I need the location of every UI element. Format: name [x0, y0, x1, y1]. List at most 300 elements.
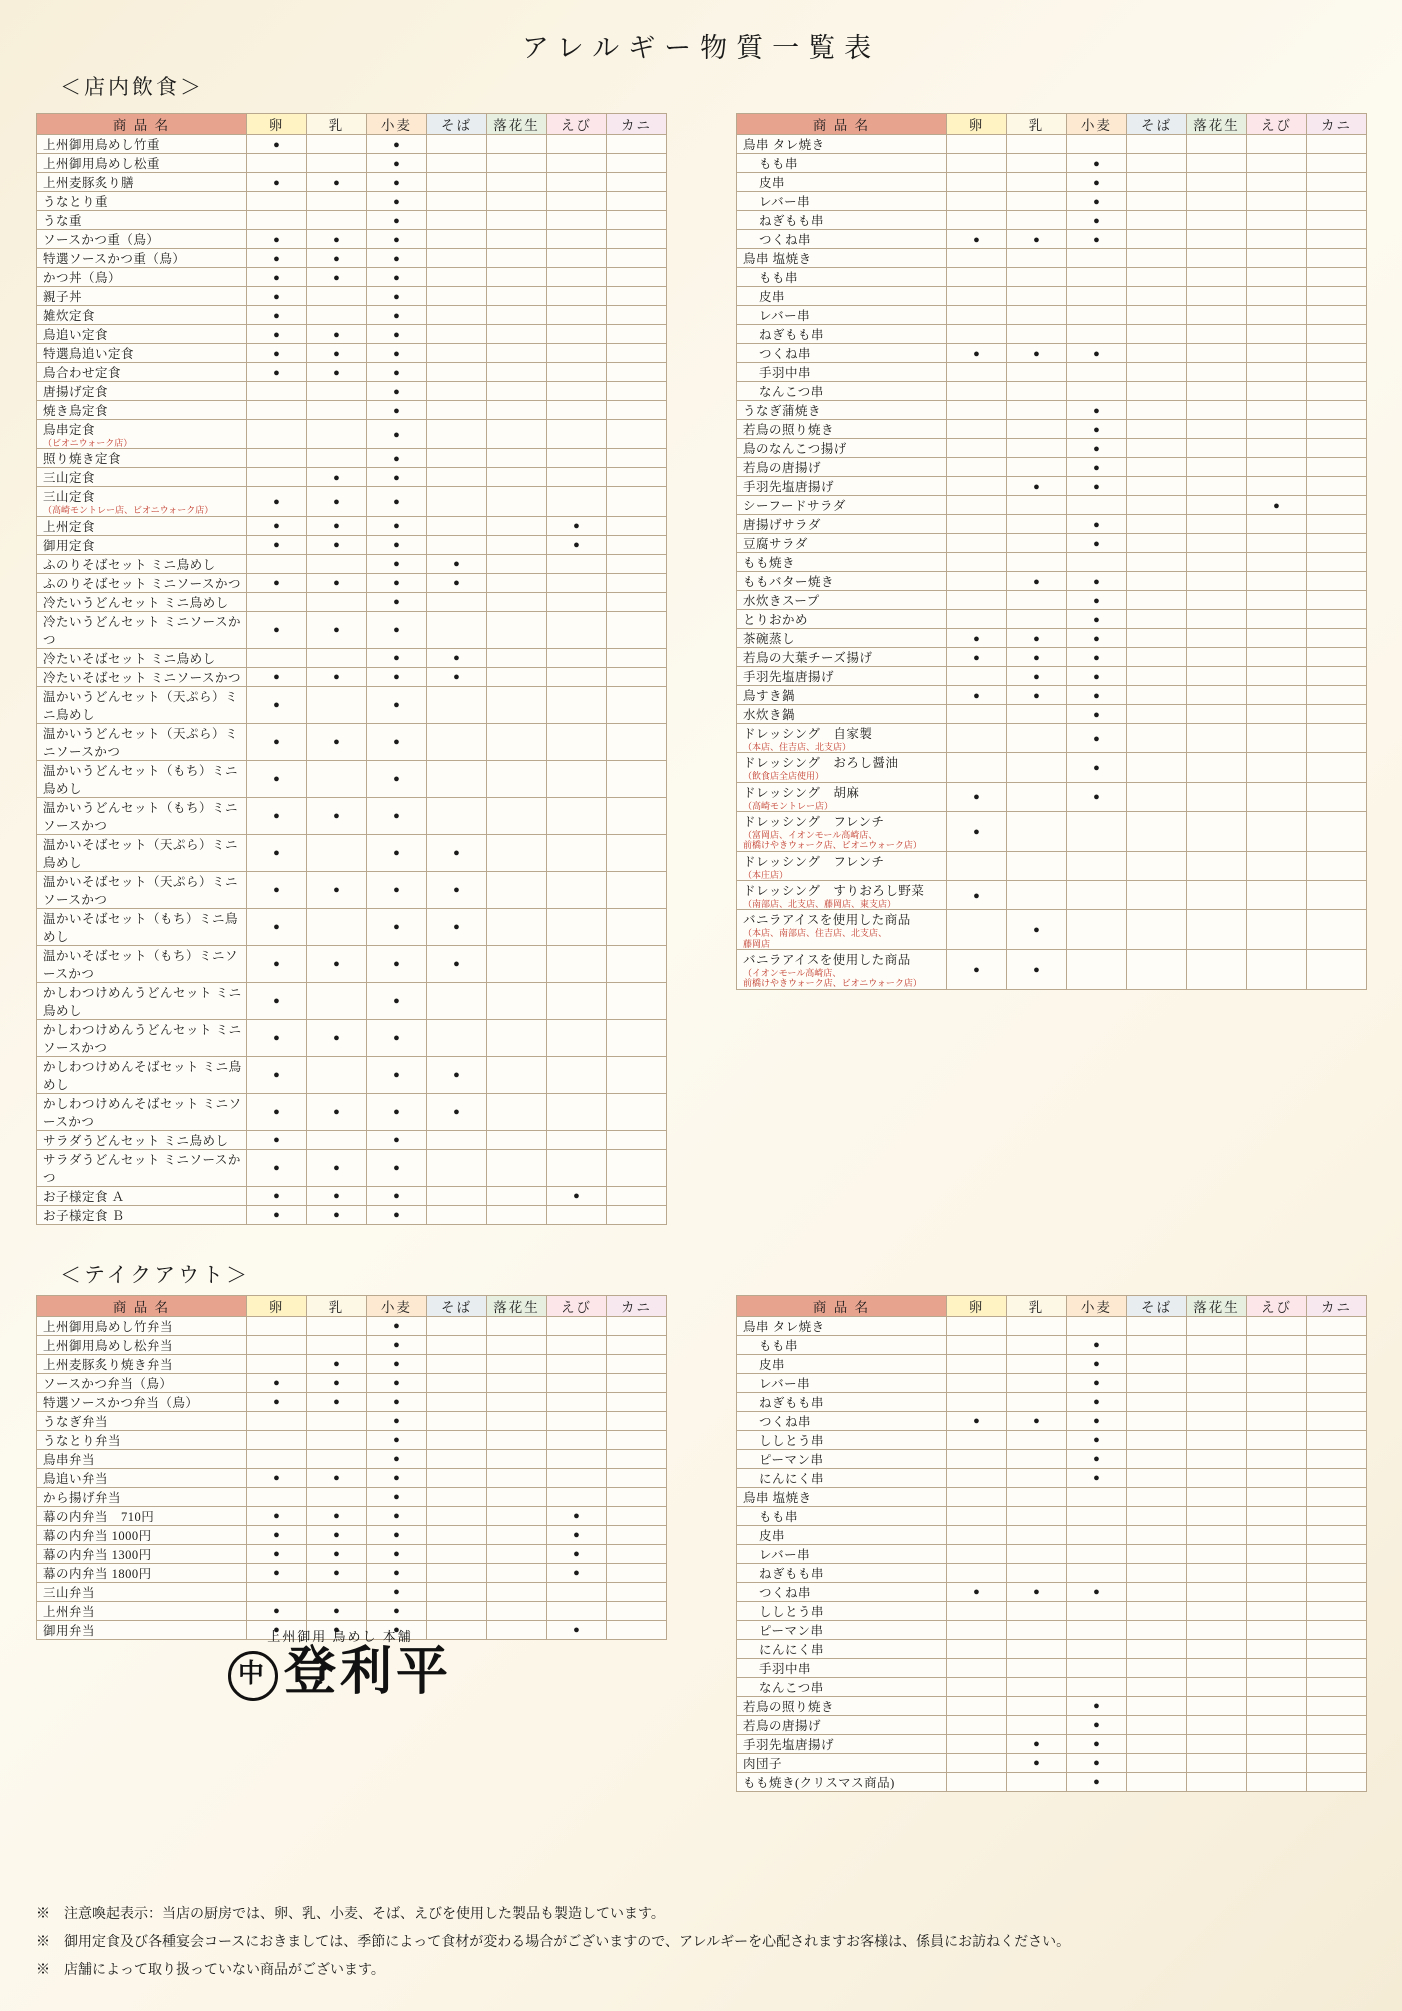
allergen-cell-egg	[247, 363, 307, 382]
allergen-cell-shrimp	[1247, 496, 1307, 515]
allergen-cell-milk	[307, 173, 367, 192]
allergen-cell-shrimp	[1247, 287, 1307, 306]
product-name: つくね串	[759, 347, 812, 361]
allergen-cell-egg	[947, 1639, 1007, 1658]
allergen-cell-milk	[307, 1093, 367, 1130]
product-name: 御用弁当	[43, 1623, 96, 1638]
product-name-cell	[737, 382, 947, 401]
allergen-cell-crab	[607, 1205, 667, 1224]
table-row	[737, 753, 1367, 782]
allergen-cell-egg	[247, 1354, 307, 1373]
allergen-cell-soba	[1127, 1373, 1187, 1392]
allergen-cell-egg	[947, 705, 1007, 724]
allergen-cell-crab	[607, 1354, 667, 1373]
allergen-cell-egg	[947, 230, 1007, 249]
table-row	[37, 449, 667, 468]
product-name: ふのりそばセット ミニソースかつ	[43, 576, 242, 591]
product-name: 上州御用鳥めし竹弁当	[43, 1319, 174, 1334]
allergen-cell-crab	[1307, 439, 1367, 458]
product-name-cell	[737, 686, 947, 705]
allergen-cell-peanut	[1187, 477, 1247, 496]
allergen-cell-egg	[247, 871, 307, 908]
allergen-cell-shrimp	[1247, 420, 1307, 439]
allergen-cell-soba	[1127, 629, 1187, 648]
allergen-cell-wheat	[1067, 648, 1127, 667]
allergen-cell-crab	[1307, 950, 1367, 990]
allergen-cell-soba	[427, 363, 487, 382]
allergen-cell-peanut	[1187, 1373, 1247, 1392]
product-name: レバー串	[759, 1376, 811, 1391]
footer-notes	[36, 1901, 1366, 1985]
allergen-cell-soba	[427, 667, 487, 686]
allergen-cell-milk	[307, 382, 367, 401]
allergen-cell-wheat	[367, 1449, 427, 1468]
table-row	[737, 648, 1367, 667]
product-name: 皮串	[759, 1357, 786, 1372]
allergen-cell-shrimp	[1247, 724, 1307, 753]
allergen-cell-soba	[1127, 572, 1187, 591]
allergen-cell-wheat	[1067, 1449, 1127, 1468]
allergen-cell-shrimp	[547, 1506, 607, 1525]
allergen-cell-shrimp	[547, 1544, 607, 1563]
allergen-cell-peanut	[487, 1149, 547, 1186]
table-row	[737, 1563, 1367, 1582]
product-name: つくね串	[759, 1585, 812, 1600]
allergen-cell-milk	[1007, 1601, 1067, 1620]
allergen-cell-peanut	[487, 1056, 547, 1093]
allergen-cell-peanut	[1187, 1335, 1247, 1354]
allergen-cell-milk	[307, 1316, 367, 1335]
table-row	[737, 382, 1367, 401]
table-row	[37, 1582, 667, 1601]
allergen-cell-egg	[247, 135, 307, 154]
allergen-cell-milk	[307, 834, 367, 871]
allergen-cell-peanut	[487, 1620, 547, 1639]
product-name: 手羽中串	[759, 366, 812, 380]
allergen-cell-wheat	[367, 1582, 427, 1601]
allergen-cell-wheat	[367, 230, 427, 249]
product-name-cell	[737, 1354, 947, 1373]
allergen-cell-egg	[947, 439, 1007, 458]
allergen-cell-wheat	[1067, 724, 1127, 753]
allergen-cell-soba	[1127, 382, 1187, 401]
allergen-cell-crab	[1307, 572, 1367, 591]
allergen-cell-peanut	[487, 192, 547, 211]
product-name-cell	[37, 535, 247, 554]
product-name-cell	[737, 705, 947, 724]
product-name-cell	[737, 648, 947, 667]
allergen-cell-peanut	[1187, 1658, 1247, 1677]
allergen-cell-milk	[1007, 812, 1067, 852]
allergen-cell-shrimp	[547, 1430, 607, 1449]
product-name-note: （高崎モントレー店）	[743, 800, 834, 811]
allergen-cell-soba	[1127, 1563, 1187, 1582]
allergen-cell-soba	[427, 1373, 487, 1392]
header-crab: カニ	[607, 1295, 667, 1316]
product-name: サラダうどんセット ミニソースかつ	[43, 1152, 241, 1185]
allergen-cell-peanut	[487, 1392, 547, 1411]
product-name: もも焼き	[743, 556, 796, 570]
allergen-cell-wheat	[367, 1373, 427, 1392]
product-name: 幕の内弁当 1800円	[43, 1566, 152, 1581]
allergen-cell-wheat	[367, 449, 427, 468]
allergen-cell-crab	[607, 686, 667, 723]
allergen-cell-peanut	[1187, 1525, 1247, 1544]
product-name-cell	[37, 449, 247, 468]
product-name-cell	[37, 1506, 247, 1525]
table-row	[37, 760, 667, 797]
table-row	[737, 1601, 1367, 1620]
allergen-cell-wheat	[1067, 135, 1127, 154]
product-name-cell	[37, 1582, 247, 1601]
allergen-cell-wheat	[1067, 629, 1127, 648]
allergen-cell-shrimp	[547, 1130, 607, 1149]
allergen-cell-egg	[947, 753, 1007, 782]
product-name-cell	[37, 135, 247, 154]
allergen-cell-crab	[1307, 648, 1367, 667]
allergen-cell-crab	[1307, 1582, 1367, 1601]
allergen-cell-shrimp	[1247, 1677, 1307, 1696]
allergen-cell-milk	[1007, 211, 1067, 230]
table-row	[37, 945, 667, 982]
allergen-cell-shrimp	[547, 1620, 607, 1639]
header-egg: 卵	[247, 1295, 307, 1316]
allergen-cell-peanut	[487, 1430, 547, 1449]
allergen-cell-soba	[1127, 1525, 1187, 1544]
table-row	[37, 1373, 667, 1392]
allergen-cell-milk	[307, 306, 367, 325]
allergen-cell-shrimp	[1247, 881, 1307, 910]
table-row	[737, 1772, 1367, 1791]
allergen-cell-wheat	[1067, 363, 1127, 382]
allergen-cell-crab	[1307, 1316, 1367, 1335]
allergen-cell-milk	[1007, 1753, 1067, 1772]
table-row	[37, 723, 667, 760]
allergen-cell-peanut	[487, 1019, 547, 1056]
allergen-cell-wheat	[1067, 1582, 1127, 1601]
allergen-cell-shrimp	[547, 1392, 607, 1411]
allergen-cell-crab	[1307, 1601, 1367, 1620]
allergen-cell-crab	[1307, 553, 1367, 572]
allergen-cell-egg	[947, 287, 1007, 306]
allergen-cell-peanut	[1187, 753, 1247, 782]
allergen-cell-egg	[947, 382, 1007, 401]
product-name-cell	[37, 516, 247, 535]
allergen-cell-milk	[1007, 629, 1067, 648]
allergen-cell-crab	[1307, 135, 1367, 154]
product-name-cell	[737, 154, 947, 173]
allergen-cell-egg	[247, 468, 307, 487]
allergen-cell-crab	[607, 908, 667, 945]
allergen-cell-egg	[947, 135, 1007, 154]
allergen-cell-shrimp	[1247, 363, 1307, 382]
product-name: シーフードサラダ	[743, 499, 846, 513]
allergen-cell-egg	[947, 458, 1007, 477]
allergen-cell-soba	[427, 382, 487, 401]
allergen-cell-shrimp	[547, 287, 607, 306]
allergen-cell-soba	[1127, 1772, 1187, 1791]
allergen-cell-shrimp	[1247, 1639, 1307, 1658]
allergen-cell-wheat	[1067, 211, 1127, 230]
allergen-cell-egg	[947, 851, 1007, 880]
allergen-cell-peanut	[487, 516, 547, 535]
allergen-cell-wheat	[1067, 268, 1127, 287]
header-peanut: 落花生	[1187, 1295, 1247, 1316]
allergen-cell-soba	[427, 230, 487, 249]
allergen-cell-peanut	[487, 1601, 547, 1620]
allergen-cell-peanut	[487, 760, 547, 797]
table-row	[37, 173, 667, 192]
allergen-cell-crab	[1307, 1677, 1367, 1696]
allergen-cell-milk	[1007, 477, 1067, 496]
allergen-cell-crab	[607, 363, 667, 382]
allergen-cell-peanut	[1187, 1430, 1247, 1449]
allergen-cell-crab	[607, 192, 667, 211]
allergen-cell-peanut	[487, 667, 547, 686]
product-name: うなとり弁当	[43, 1433, 122, 1448]
allergen-cell-shrimp	[547, 648, 607, 667]
product-name-cell	[737, 1411, 947, 1430]
allergen-cell-egg	[947, 591, 1007, 610]
allergen-cell-crab	[1307, 1449, 1367, 1468]
table-row	[37, 1056, 667, 1093]
product-name: から揚げ弁当	[43, 1490, 122, 1505]
logo-main-text: 登利平	[283, 1641, 452, 1702]
table-row	[737, 268, 1367, 287]
allergen-cell-peanut	[487, 1506, 547, 1525]
allergen-cell-milk	[307, 1411, 367, 1430]
allergen-cell-crab	[1307, 1430, 1367, 1449]
section-heading-takeout: ＜テイクアウト＞	[60, 1262, 251, 1287]
allergen-cell-shrimp	[1247, 477, 1307, 496]
allergen-cell-milk	[307, 449, 367, 468]
table-row	[37, 1487, 667, 1506]
allergen-cell-peanut	[1187, 154, 1247, 173]
allergen-cell-soba	[1127, 287, 1187, 306]
allergen-cell-wheat	[1067, 1734, 1127, 1753]
allergen-cell-shrimp	[547, 573, 607, 592]
product-name: ドレッシング フレンチ	[743, 854, 885, 869]
allergen-cell-soba	[1127, 1544, 1187, 1563]
table-row	[737, 1354, 1367, 1373]
product-name: ねぎもも串	[759, 328, 825, 342]
product-name: 皮串	[759, 290, 786, 304]
allergen-cell-egg	[247, 268, 307, 287]
table-row	[737, 812, 1367, 852]
allergen-cell-milk	[1007, 458, 1067, 477]
allergen-cell-egg	[947, 154, 1007, 173]
product-name-cell	[37, 573, 247, 592]
allergen-cell-egg	[947, 910, 1007, 950]
table-header-row	[37, 114, 667, 135]
allergen-cell-peanut	[1187, 881, 1247, 910]
table-row	[737, 420, 1367, 439]
allergen-cell-peanut	[487, 945, 547, 982]
allergen-cell-egg	[247, 487, 307, 516]
table-row	[737, 249, 1367, 268]
table-row	[737, 439, 1367, 458]
product-name-cell	[737, 1658, 947, 1677]
product-name-cell	[737, 553, 947, 572]
allergen-cell-milk	[1007, 420, 1067, 439]
allergen-cell-wheat	[1067, 1430, 1127, 1449]
header-crab: カニ	[607, 114, 667, 135]
allergen-cell-peanut	[487, 1130, 547, 1149]
allergen-cell-wheat	[367, 211, 427, 230]
allergen-cell-shrimp	[1247, 610, 1307, 629]
allergen-cell-wheat	[1067, 1658, 1127, 1677]
allergen-cell-milk	[307, 468, 367, 487]
allergen-cell-peanut	[487, 268, 547, 287]
allergen-cell-egg	[947, 1601, 1007, 1620]
allergen-cell-crab	[1307, 344, 1367, 363]
table-row	[37, 230, 667, 249]
page-title: アレルギー物質一覧表	[521, 33, 881, 63]
allergen-cell-soba	[427, 611, 487, 648]
product-name-cell	[37, 1601, 247, 1620]
allergen-cell-shrimp	[1247, 1544, 1307, 1563]
allergen-cell-wheat	[367, 760, 427, 797]
allergen-cell-wheat	[1067, 705, 1127, 724]
allergen-cell-milk	[307, 667, 367, 686]
logo-name	[190, 1641, 490, 1702]
product-name: にんにく串	[759, 1471, 825, 1486]
allergen-cell-shrimp	[547, 945, 607, 982]
allergen-cell-peanut	[1187, 851, 1247, 880]
allergen-cell-egg	[947, 306, 1007, 325]
table-header-row	[737, 114, 1367, 135]
product-name-cell	[737, 1601, 947, 1620]
takeout-left-column	[36, 1295, 666, 1792]
allergen-cell-egg	[247, 834, 307, 871]
allergen-cell-peanut	[487, 1373, 547, 1392]
allergen-cell-milk	[1007, 515, 1067, 534]
product-name-cell	[737, 1316, 947, 1335]
product-name: 手羽先塩唐揚げ	[743, 1737, 835, 1752]
table-row	[37, 611, 667, 648]
allergen-cell-peanut	[1187, 325, 1247, 344]
allergen-cell-shrimp	[547, 401, 607, 420]
allergen-cell-egg	[247, 420, 307, 449]
allergen-cell-soba	[427, 1582, 487, 1601]
allergen-cell-crab	[607, 945, 667, 982]
allergen-cell-egg	[247, 1373, 307, 1392]
allergen-cell-shrimp	[547, 192, 607, 211]
product-name-cell	[737, 782, 947, 811]
product-name-cell	[737, 1430, 947, 1449]
allergen-cell-egg	[247, 982, 307, 1019]
product-name: 鳥追い定食	[43, 328, 109, 342]
table-row	[37, 686, 667, 723]
allergen-cell-shrimp	[1247, 1468, 1307, 1487]
allergen-cell-shrimp	[1247, 629, 1307, 648]
allergen-cell-egg	[247, 1430, 307, 1449]
allergen-cell-crab	[607, 420, 667, 449]
allergen-cell-peanut	[1187, 534, 1247, 553]
allergen-cell-egg	[247, 686, 307, 723]
product-name: ねぎもも串	[759, 1395, 825, 1410]
allergen-cell-wheat	[1067, 192, 1127, 211]
product-name-cell	[737, 1506, 947, 1525]
allergen-cell-egg	[947, 1753, 1007, 1772]
allergen-cell-wheat	[1067, 1620, 1127, 1639]
allergen-cell-peanut	[1187, 1753, 1247, 1772]
allergen-cell-egg	[947, 1354, 1007, 1373]
table-row	[37, 648, 667, 667]
allergen-cell-wheat	[367, 344, 427, 363]
allergen-cell-peanut	[487, 723, 547, 760]
product-name-cell	[737, 591, 947, 610]
table-row	[737, 306, 1367, 325]
product-name: 温かいうどんセット（もち）ミニ鳥めし	[43, 763, 239, 796]
allergen-cell-crab	[607, 325, 667, 344]
allergen-cell-peanut	[487, 797, 547, 834]
allergen-cell-wheat	[1067, 1373, 1127, 1392]
allergen-cell-crab	[1307, 1544, 1367, 1563]
allergen-cell-milk	[1007, 496, 1067, 515]
product-name: ソースかつ重（鳥）	[43, 233, 160, 247]
header-egg: 卵	[247, 114, 307, 135]
table-row	[37, 306, 667, 325]
header-soba: そば	[427, 1295, 487, 1316]
allergen-cell-peanut	[1187, 439, 1247, 458]
allergen-cell-egg	[947, 1696, 1007, 1715]
table-row	[737, 477, 1367, 496]
allergen-cell-peanut	[1187, 686, 1247, 705]
allergen-cell-wheat	[1067, 1506, 1127, 1525]
table-row	[37, 344, 667, 363]
allergen-cell-shrimp	[547, 268, 607, 287]
allergen-cell-shrimp	[547, 760, 607, 797]
table-row	[37, 325, 667, 344]
product-name: 茶碗蒸し	[743, 632, 796, 646]
product-name-note: （本庄店）	[743, 869, 789, 880]
table-row	[37, 487, 667, 516]
product-name: 鳥串 タレ焼き	[743, 138, 825, 152]
allergen-cell-soba	[1127, 881, 1187, 910]
allergen-cell-peanut	[487, 211, 547, 230]
product-name: 若鳥の大葉チーズ揚げ	[743, 651, 873, 665]
allergen-cell-peanut	[1187, 1506, 1247, 1525]
allergen-cell-egg	[947, 496, 1007, 515]
allergen-cell-soba	[1127, 1601, 1187, 1620]
allergen-cell-milk	[1007, 705, 1067, 724]
table-row	[737, 401, 1367, 420]
allergen-cell-wheat	[367, 306, 427, 325]
header-shrimp: えび	[1247, 1295, 1307, 1316]
product-name: 特選ソースかつ重（鳥）	[43, 252, 186, 266]
product-name: 上州麦豚炙り焼き弁当	[43, 1357, 174, 1372]
table-row	[737, 534, 1367, 553]
product-name: 冷たいそばセット ミニ鳥めし	[43, 651, 216, 666]
allergen-cell-soba	[1127, 1411, 1187, 1430]
allergen-cell-peanut	[1187, 1487, 1247, 1506]
product-name: うなぎ弁当	[43, 1414, 109, 1429]
allergen-cell-milk	[307, 1601, 367, 1620]
product-name: もも串	[759, 1509, 799, 1524]
allergen-cell-milk	[307, 287, 367, 306]
allergen-cell-crab	[607, 667, 667, 686]
product-name-cell	[37, 723, 247, 760]
allergen-cell-soba	[427, 1449, 487, 1468]
table-row	[737, 553, 1367, 572]
table-row	[737, 629, 1367, 648]
table-header-row	[737, 1295, 1367, 1316]
allergen-cell-wheat	[1067, 1468, 1127, 1487]
allergen-cell-peanut	[487, 230, 547, 249]
allergen-cell-wheat	[1067, 591, 1127, 610]
product-name: 鳥串定食	[43, 423, 96, 437]
